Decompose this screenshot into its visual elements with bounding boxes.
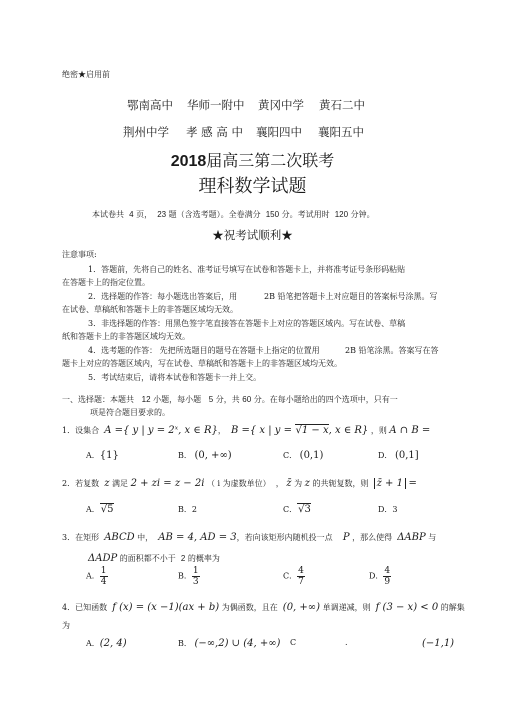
note-3b: 纸和答题卡上的非答题区域均无效。	[62, 332, 190, 341]
school: 黄石二中	[319, 98, 365, 112]
note-1a: 1．答题前，先将自己的姓名、准考证号填写在试卷和答题卡上，并将准考证号条形码粘贴	[88, 265, 406, 274]
good-luck-wish: ★祝考试顺利★	[212, 228, 293, 242]
note-2c: 在试卷、草稿纸和答题卡上的非答题区域均无效。	[62, 305, 238, 314]
option-d[interactable]: D． $\frac{4}{9}$	[369, 566, 391, 587]
note-2b: 2B 铅笔把答题卡上对应题目的答案标号涂黑。写	[264, 292, 438, 301]
note-1b: 在答题卡上的指定位置。	[62, 278, 150, 287]
notes-heading: 注意事项:	[62, 250, 97, 259]
option-d[interactable]: D．3	[378, 505, 398, 514]
note-4c: 题卡上对应的答题区域内，写在试卷、草稿纸和答题卡上的非答题区域均无效。	[62, 359, 342, 368]
school: 华师一附中	[187, 98, 245, 112]
note-3a: 3．非选择题的作答：用黑色签字笔直接答在答题卡上对应的答题区域内。写在试卷、草稿	[88, 319, 406, 328]
school: 孝 感 高 中	[186, 125, 243, 139]
question-3-cont: ΔADP 的面积都不小于 2 的概率为	[88, 553, 220, 564]
section-1-heading: 一、选择题：本题共 12 小题，每小题 5 分，共 60 分。在每小题给出的四个选项中，只有一	[62, 395, 398, 404]
exam-title-line-2: 理科数学试题	[198, 176, 307, 197]
question-4: 4．已知函数 f (x) = (x −1)(ax + b) 为偶函数，且在 (0, +∞) 单调递减，则 f (3 − x) < 0 的解集	[62, 602, 465, 613]
option-d[interactable]: D． (0,1]	[378, 450, 419, 461]
exam-title-rest: 届高三第二次联考	[206, 151, 335, 170]
note-2a: 2．选择题的作答：每小题选出答案后，用	[88, 292, 238, 301]
question-3: 3．在矩形 ABCD 中， AB = 4, AD = 3，若向该矩形内随机投一点 P ，那么使得 ΔABP 与	[62, 532, 437, 543]
school: 鄂南高中	[127, 98, 173, 112]
exam-year: 2018	[170, 153, 207, 170]
section-1-heading-cont: 项是符合题目要求的。	[90, 408, 170, 417]
option-c-value: (−1,1)	[422, 638, 455, 649]
note-4b: 2B 铅笔涂黑。答案写在答	[345, 346, 439, 355]
option-b[interactable]: B． (−∞,2) ∪ (4, +∞)	[178, 638, 281, 649]
exam-info: 本试卷共 4 页， 23 题（含选考题）。全卷满分 150 分。考试用时 120 分钟。	[92, 210, 375, 219]
option-c-dot: .	[345, 638, 348, 647]
note-4a: 4．选考题的作答： 先把所选题目的题号在答题卡上指定的位置用	[88, 346, 320, 355]
school: 黄冈中学	[258, 98, 304, 112]
option-c[interactable]: C． (0,1)	[283, 450, 324, 461]
option-a[interactable]: A．{1}	[86, 450, 119, 461]
option-b[interactable]: B．2	[178, 505, 197, 514]
question-2: 2．若复数 z 满足 2 + zi = z − 2i （ i 为虚数单位） ， z̄ 为 z 的共轭复数，则 z̄ + 1 =	[62, 478, 417, 489]
option-b[interactable]: B． $\frac{1}{3}$	[178, 566, 199, 587]
question-1: 1．设集合 A ={ y | y = 2ˣ, x ∈ R}， B ={ x | y = √1 − x, x ∈ R} ，则 A ∩ B =	[62, 425, 431, 436]
option-a[interactable]: A．(2, 4)	[86, 638, 127, 649]
school: 襄阳五中	[318, 125, 364, 139]
option-c[interactable]: C	[290, 638, 297, 647]
note-5: 5．考试结束后，请将本试卷和答题卡一并上交。	[88, 373, 262, 382]
option-b[interactable]: B． (0, +∞)	[178, 450, 232, 461]
option-c[interactable]: C． $\frac{4}{7}$	[283, 566, 304, 587]
school: 荆州中学	[123, 125, 169, 139]
option-a[interactable]: A． $\frac{1}{4}$	[86, 566, 107, 587]
school: 襄阳四中	[256, 125, 302, 139]
option-a[interactable]: A．√5	[86, 504, 114, 515]
option-c[interactable]: C．√3	[283, 504, 311, 515]
question-4-cont: 为	[62, 621, 70, 630]
exam-title-line-1	[0, 148, 505, 171]
secret-mark: 绝密★启用前	[62, 70, 110, 79]
